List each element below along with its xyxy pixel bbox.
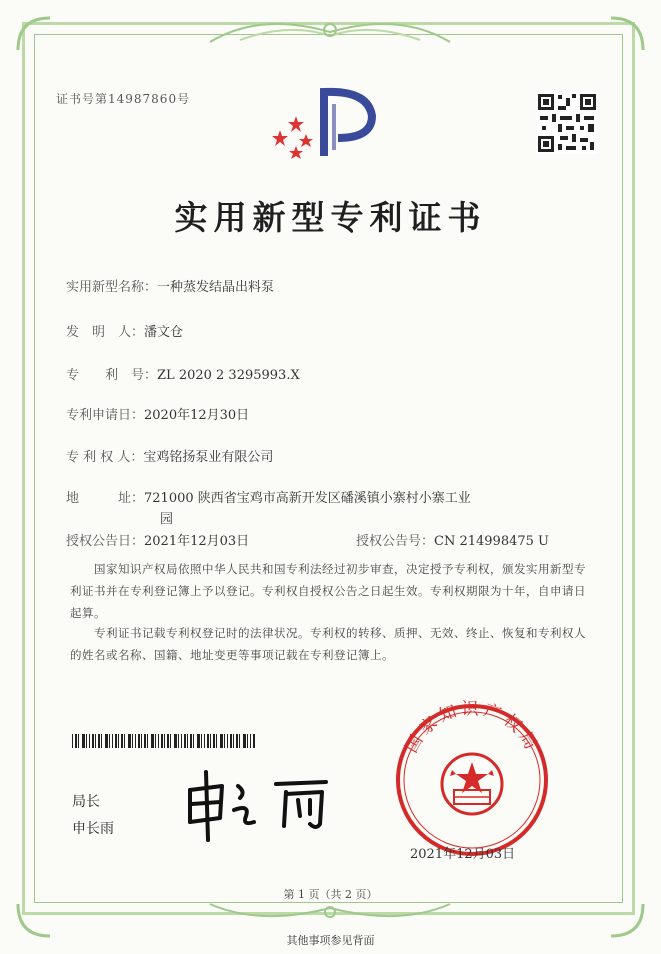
- official-seal-icon: [392, 700, 552, 860]
- patentee-value: 宝鸡铭扬泵业有限公司: [143, 450, 274, 465]
- director-signature: [176, 764, 336, 844]
- body-paragraph-1: 国家知识产权局依照中华人民共和国专利法经过初步审查，决定授予专利权，颁发实用新型专利证书并在专利登记簿上予以登记。专利权自授权公告之日起生效。专利权期限为十年，自申请日起算。: [70, 562, 586, 620]
- field-patentee: [66, 446, 273, 465]
- grant-date-label: 授权公告日：: [66, 534, 145, 549]
- bottom-ornament: [200, 898, 460, 928]
- filing-date-label: 专利申请日：: [66, 408, 145, 423]
- corner-ornament-tl: [14, 14, 54, 54]
- page-number: 第 1 页（共 2 页）: [283, 888, 378, 901]
- field-address: [66, 487, 471, 506]
- field-inventor: [66, 321, 183, 340]
- utility-model-name-value: 一种蒸发结晶出料泵: [157, 280, 275, 295]
- cnipa-logo-icon: [268, 86, 388, 166]
- filing-date-value: 2020年12月30日: [144, 408, 250, 423]
- field-utility-model-name: [66, 276, 274, 295]
- address-value: 721000 陕西省宝鸡市高新开发区磻溪镇小寨村小寨工业: [144, 491, 471, 506]
- inventor-label: 发 明 人：: [66, 325, 145, 340]
- inventor-value: 潘文仓: [144, 325, 184, 340]
- footer-note: 其他事项参见背面: [286, 934, 375, 947]
- address-label: 地 址：: [66, 491, 145, 506]
- corner-ornament-tr: [607, 14, 647, 54]
- svg-text:国家知识产权局: 国家知识产权局: [401, 700, 543, 757]
- field-filing-date: [66, 404, 249, 423]
- patent-number-label: 专 利 号：: [66, 368, 158, 383]
- patent-number-value: ZL 2020 2 3295993.X: [157, 368, 300, 383]
- barcode-icon: [72, 734, 258, 748]
- address-value-continuation: 园: [160, 512, 174, 527]
- body-paragraph-2: 专利证书记载专利权登记时的法律状况。专利权的转移、质押、无效、终止、恢复和专利权人的姓名或名称、国籍、地址变更等事项记载在专利登记簿上。: [70, 626, 586, 662]
- grant-date-value: 2021年12月03日: [144, 534, 250, 549]
- director-name: 申长雨: [72, 821, 114, 837]
- utility-model-name-label: 实用新型名称：: [66, 280, 158, 295]
- director-title: 局长: [72, 794, 100, 810]
- field-grant-date: [66, 530, 249, 549]
- patentee-label: 专 利 权 人：: [66, 450, 144, 465]
- field-patent-number: [66, 364, 300, 383]
- top-ornament: [200, 12, 460, 52]
- field-grant-number: [356, 530, 549, 549]
- certificate-title: 实用新型专利证书: [174, 198, 487, 237]
- grant-number-value: CN 214998475 U: [434, 534, 549, 549]
- qr-code-icon: [536, 92, 598, 154]
- grant-number-label: 授权公告号：: [356, 534, 435, 549]
- certificate-number: 证书号第14987860号: [56, 92, 191, 106]
- seal-date: 2021年12月03日: [410, 847, 516, 862]
